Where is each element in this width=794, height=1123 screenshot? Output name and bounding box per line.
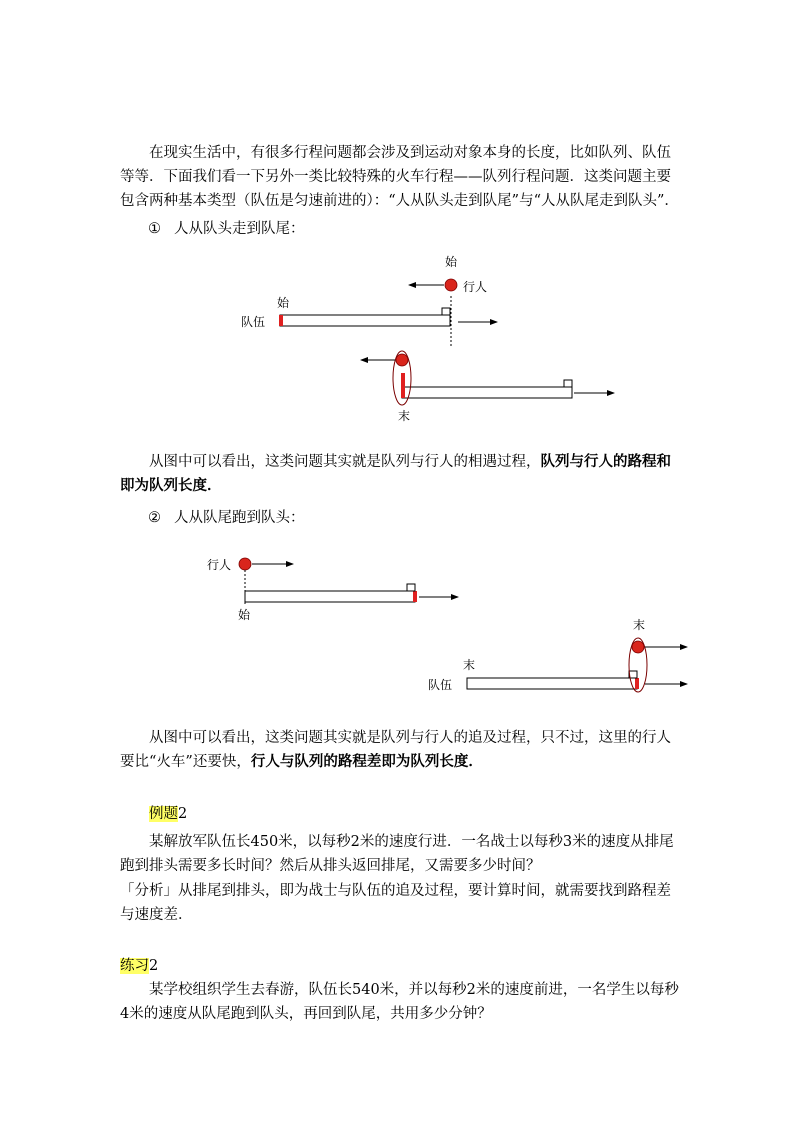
exercise-tag: 练习 bbox=[120, 958, 149, 974]
label-end-right: 末 bbox=[633, 618, 646, 632]
walker-dot-end bbox=[632, 641, 644, 653]
team-head-flag-final bbox=[564, 380, 572, 387]
analysis-text: 从排尾到排头，即为战士与队伍的追及过程，要计算时间，就需要找到路程差与速度差． bbox=[120, 883, 671, 923]
label-team: 队伍 bbox=[241, 315, 266, 329]
case1-conclusion-text: 从图中可以看出，这类问题其实就是队列与行人的相遇过程， bbox=[149, 454, 541, 470]
label-start-left: 始 bbox=[277, 296, 290, 310]
example-heading bbox=[120, 802, 685, 826]
team-head-mark-final bbox=[635, 678, 639, 689]
team-head-flag bbox=[407, 584, 415, 591]
case2-conclusion bbox=[120, 726, 685, 774]
example-text: 某解放军队伍长450米，以每秒2米的速度行进．一名战士以每秒3米的速度从排尾跑到排头需要多长时间？然后从排头返回排尾，又需要多少时间？ bbox=[120, 834, 674, 874]
analysis-tag: 「分析」 bbox=[120, 883, 178, 899]
team-tail-mark bbox=[279, 315, 283, 326]
case2-title: 人从队尾跑到队头： bbox=[174, 510, 305, 526]
team-bar-final bbox=[467, 678, 637, 689]
label-end-left: 末 bbox=[463, 658, 476, 672]
figure-tail-to-head bbox=[0, 550, 794, 710]
label-start-top: 始 bbox=[445, 255, 458, 269]
team-head-flag bbox=[442, 308, 450, 315]
example-analysis bbox=[120, 879, 685, 927]
case2-marker: ② bbox=[148, 510, 161, 526]
case1-conclusion bbox=[120, 450, 685, 498]
team-tail-mark-final bbox=[401, 373, 405, 398]
exercise-text: 某学校组织学生去春游，队伍长540米，并以每秒2米的速度前进，一名学生以每秒4米的速度从队尾跑到队头，再回到队尾，共用多少分钟？ bbox=[120, 982, 679, 1022]
label-walker-2: 行人 bbox=[207, 558, 232, 572]
case1-marker: ① bbox=[148, 221, 161, 237]
label-end: 末 bbox=[398, 409, 411, 423]
team-bar-final bbox=[402, 387, 572, 398]
walker-dot-end bbox=[396, 354, 408, 366]
label-start-2: 始 bbox=[238, 608, 251, 622]
case2-conclusion-bold: 行人与队列的路程差即为队列长度． bbox=[250, 753, 483, 770]
example-num: 2 bbox=[178, 806, 188, 822]
exercise-num: 2 bbox=[149, 958, 159, 974]
figure-head-to-tail bbox=[0, 250, 794, 450]
case2-heading bbox=[148, 506, 305, 530]
exercise-heading bbox=[120, 954, 685, 978]
case1-heading bbox=[148, 217, 305, 241]
example-tag: 例题 bbox=[149, 806, 178, 822]
team-bar-initial bbox=[280, 315, 450, 326]
case1-title: 人从队头走到队尾： bbox=[174, 221, 305, 237]
intro-paragraph: 在现实生活中，有很多行程问题都会涉及到运动对象本身的长度，比如队列、队伍等等．下面我们看一下另外一类比较特殊的火车行程——队列行程问题．这类问题主要包含两种基本类型（队伍是匀速前进的）：“人从队头走到队尾”与“人从队尾走到队头”． bbox=[120, 145, 679, 209]
case1-conclusion-bold: 队列与行人的路程和即为队列长度． bbox=[120, 453, 671, 494]
team-head-mark bbox=[413, 591, 417, 602]
walker-dot-start bbox=[239, 558, 251, 570]
label-team-2: 队伍 bbox=[428, 678, 453, 692]
team-bar-initial bbox=[245, 591, 415, 602]
walker-dot-start bbox=[445, 279, 457, 291]
label-walker: 行人 bbox=[463, 280, 488, 294]
case2-conclusion-text: 从图中可以看出，这类问题其实就是队列与行人的追及过程，只不过，这里的行人要比“火车”还要快， bbox=[120, 730, 671, 770]
